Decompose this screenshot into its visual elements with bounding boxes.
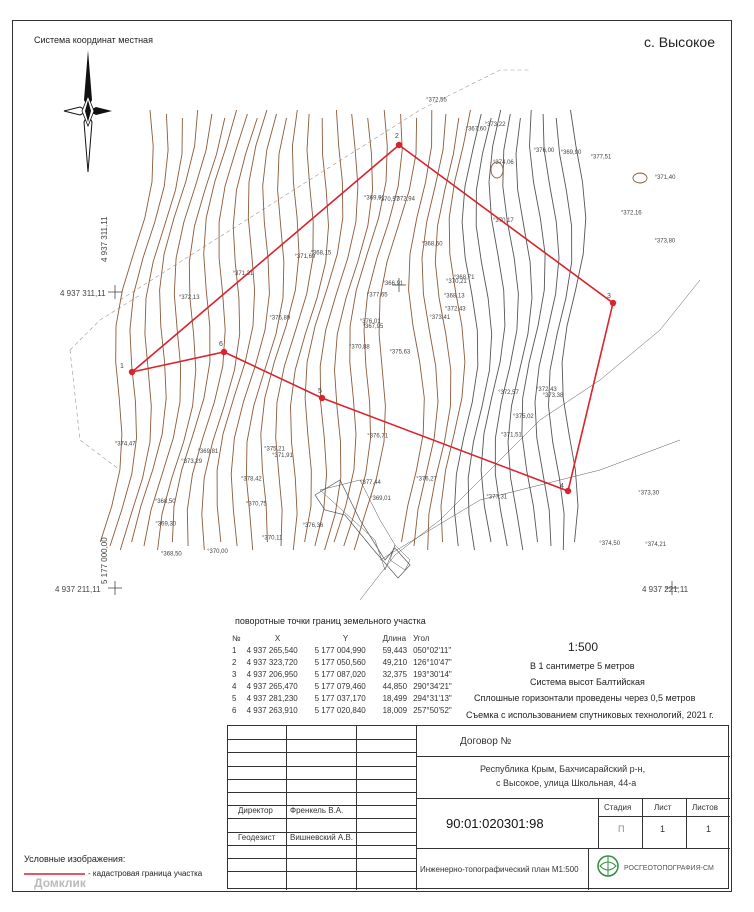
coord-label-vert-top: 4 937 311,11 bbox=[100, 216, 109, 262]
table-cell: 5 177 004,990 bbox=[314, 645, 366, 655]
spot-height-label: °374,47 bbox=[114, 441, 136, 448]
place-title: с. Высокое bbox=[644, 34, 715, 50]
coord-label-br: 4 937 221,11 bbox=[642, 585, 689, 594]
spot-height-label: °375,21 bbox=[264, 446, 285, 453]
table-cell: 193°30'14" bbox=[413, 669, 452, 679]
spot-height-label: °370,00 bbox=[207, 549, 228, 556]
contour-line bbox=[110, 114, 168, 546]
scale-cm-note: В 1 сантиметре 5 метров bbox=[530, 661, 635, 671]
spot-height-label: °370,21 bbox=[446, 279, 467, 286]
spot-height-label: °373,80 bbox=[654, 238, 676, 245]
spot-height-label: °374,21 bbox=[645, 541, 667, 548]
cadastral-number: 90:01:020301:98 bbox=[446, 816, 544, 831]
col-header: Угол bbox=[413, 633, 430, 643]
company-name: РОСГЕОТОПОГРАФИЯ-СМ bbox=[624, 865, 714, 872]
vertex-5 bbox=[319, 395, 325, 401]
spot-height-label: °369,91 bbox=[364, 195, 385, 202]
table-cell: 5 177 087,020 bbox=[314, 669, 366, 679]
table-row bbox=[229, 656, 455, 668]
spot-height-label: °371,91 bbox=[272, 453, 293, 460]
table-cell: 4 937 265,470 bbox=[246, 681, 298, 691]
stage-header: Стадия bbox=[604, 803, 632, 812]
spot-height-label: °370,11 bbox=[262, 535, 283, 542]
contours-note: Сплошные горизонтали проведены через 0,5 метров bbox=[474, 693, 696, 703]
director-name: Френкель В.А. bbox=[290, 806, 344, 815]
spot-height-label: °377,44 bbox=[360, 480, 381, 487]
table-cell: 4 bbox=[232, 681, 237, 691]
director-role: Директор bbox=[238, 806, 273, 815]
spot-height-label: °368,60 bbox=[421, 241, 443, 248]
spot-height-label: °367,60 bbox=[465, 126, 487, 133]
contour-line bbox=[508, 118, 532, 550]
spot-height-label: °375,63 bbox=[389, 349, 411, 356]
spot-height-label: °375,02 bbox=[513, 413, 534, 420]
vertex-number-label: 4 bbox=[560, 483, 564, 490]
spot-height-label: °369,81 bbox=[197, 449, 219, 456]
table-cell: 257°50'52" bbox=[413, 705, 452, 715]
spot-height-label: °376,36 bbox=[302, 523, 324, 530]
spot-height-label: °372,55 bbox=[426, 97, 447, 104]
spot-height-label: °376,01 bbox=[359, 319, 381, 325]
table-cell: 4 937 206,950 bbox=[246, 669, 298, 679]
table-row bbox=[229, 644, 455, 656]
vertex-3 bbox=[610, 300, 616, 306]
spot-height-label: °368,50 bbox=[154, 499, 176, 506]
spot-height-label: °377,31 bbox=[486, 494, 508, 501]
spot-height-label: °374,50 bbox=[599, 541, 621, 548]
north-arrow-icon bbox=[64, 50, 112, 172]
table-cell: 126°10'47" bbox=[413, 657, 452, 667]
spot-height-label: °369,01 bbox=[370, 496, 391, 502]
sheets-header: Листов bbox=[692, 803, 718, 812]
vertex-6 bbox=[221, 349, 227, 355]
vertex-4 bbox=[565, 488, 571, 494]
col-header: Длина bbox=[382, 633, 407, 643]
building-outline bbox=[315, 480, 410, 578]
sheets-value: 1 bbox=[706, 824, 712, 834]
spot-height-label: °371,31 bbox=[232, 271, 254, 277]
coord-system-label: Система координат местная bbox=[34, 35, 153, 45]
spot-height-label: °371,40 bbox=[654, 174, 676, 181]
table-cell: 4 937 323,720 bbox=[246, 657, 298, 667]
vertex-number-label: 5 bbox=[318, 388, 322, 395]
spot-height-label: °373,41 bbox=[429, 315, 451, 321]
table-cell: 18,009 bbox=[382, 705, 408, 715]
stage-value: П bbox=[618, 824, 625, 834]
spot-height-label: °377,65 bbox=[366, 292, 388, 299]
contour-line bbox=[132, 110, 198, 542]
vertex-2 bbox=[396, 142, 402, 148]
contour-line bbox=[246, 118, 286, 550]
table-cell: 49,210 bbox=[382, 657, 408, 667]
height-system-note: Система высот Балтийская bbox=[530, 677, 645, 687]
survey-extent bbox=[70, 70, 530, 470]
table-cell: 4 937 281,230 bbox=[246, 693, 298, 703]
coord-label-bl: 4 937 211,11 bbox=[55, 585, 101, 594]
spot-height-label: °368,50 bbox=[161, 551, 182, 558]
points-table-title: поворотные точки границ земельного участка bbox=[235, 616, 426, 626]
legend-item-label: - кадастровая граница участка bbox=[88, 869, 203, 878]
table-cell: 3 bbox=[232, 669, 237, 679]
table-cell: 6 bbox=[232, 705, 237, 715]
spot-height-label: °371,69 bbox=[294, 254, 316, 260]
spot-height-label: °368,71 bbox=[453, 274, 475, 281]
col-header: № bbox=[232, 633, 241, 643]
contract-label: Договор № bbox=[460, 736, 512, 747]
spot-height-label: °376,27 bbox=[416, 476, 437, 483]
vertex-number-label: 3 bbox=[607, 293, 611, 300]
spot-height-label: °368,15 bbox=[310, 250, 332, 257]
spot-height-label: °368,13 bbox=[443, 293, 465, 300]
table-cell: 5 bbox=[232, 693, 237, 703]
contour-line bbox=[261, 110, 299, 542]
contour-line bbox=[495, 114, 518, 546]
watermark: Домклик bbox=[34, 876, 86, 890]
table-cell: 5 177 050,560 bbox=[314, 657, 366, 667]
spot-height-label: °376,89 bbox=[269, 315, 291, 322]
spot-height-label: °376,00 bbox=[533, 148, 555, 154]
address-line-1: Республика Крым, Бахчисарайский р-н, bbox=[480, 764, 646, 774]
company-logo-icon bbox=[596, 854, 620, 883]
spot-height-label: °367,95 bbox=[362, 324, 384, 330]
spot-height-label: °372,94 bbox=[394, 196, 415, 203]
spot-height-label: °372,43 bbox=[536, 386, 557, 393]
spot-height-label: °370,75 bbox=[246, 501, 267, 508]
points-table-header bbox=[229, 632, 455, 644]
geodesist-role: Геодезист bbox=[238, 833, 276, 842]
table-row bbox=[229, 692, 455, 704]
table-row bbox=[229, 668, 455, 680]
table-cell: 44,850 bbox=[382, 681, 408, 691]
table-cell: 2 bbox=[232, 657, 237, 667]
table-cell: 5 177 079,460 bbox=[314, 681, 366, 691]
geodesist-name: Вишневский А.В. bbox=[290, 833, 354, 842]
hilltop-contour bbox=[633, 173, 647, 183]
coord-label-vert-bottom: 5 177 000,00 bbox=[100, 537, 109, 584]
spot-height-label: °370,88 bbox=[349, 344, 370, 351]
table-cell: 5 177 020,840 bbox=[314, 705, 366, 715]
sheet-value: 1 bbox=[660, 824, 666, 834]
vertex-number-label: 2 bbox=[395, 133, 399, 140]
spot-height-label: °378,42 bbox=[241, 476, 262, 483]
table-row bbox=[229, 680, 455, 692]
vertex-number-label: 6 bbox=[219, 341, 223, 348]
contour-line bbox=[120, 118, 182, 550]
table-cell: 4 937 265,540 bbox=[246, 645, 298, 655]
plan-title: Инженерно-топографический план М1:500 bbox=[420, 865, 579, 874]
spot-height-label: °373,22 bbox=[484, 122, 506, 128]
spot-height-label: °366,91 bbox=[382, 280, 404, 287]
spot-height-label: °374,06 bbox=[493, 160, 514, 167]
vertex-1 bbox=[129, 369, 135, 375]
coord-label-left: 4 937 311,11 bbox=[60, 289, 106, 298]
title-block bbox=[227, 725, 729, 889]
spot-height-label: °372,13 bbox=[178, 294, 200, 301]
contour-line bbox=[276, 114, 314, 546]
table-cell: 294°31'13" bbox=[413, 693, 452, 703]
spot-height-label: °373,29 bbox=[181, 458, 203, 465]
contour-line bbox=[441, 110, 471, 542]
survey-note: Съемка с использованием спутниковых технологий, 2021 г. bbox=[466, 710, 714, 720]
points-table bbox=[229, 632, 455, 716]
spot-height-label: °372,16 bbox=[620, 210, 642, 217]
address-line-2: с Высокое, улица Школьная, 44-а bbox=[496, 778, 637, 788]
spot-height-label: °371,51 bbox=[501, 432, 522, 439]
spot-height-label: °370,17 bbox=[493, 218, 514, 224]
spot-height-label: °369,30 bbox=[155, 521, 177, 528]
table-cell: 18,499 bbox=[382, 693, 408, 703]
legend-title: Условные изображения: bbox=[24, 854, 126, 864]
table-row bbox=[229, 704, 455, 716]
contour-line bbox=[454, 114, 481, 546]
contour-line bbox=[562, 110, 586, 542]
spot-heights bbox=[115, 97, 676, 557]
spot-height-label: °373,30 bbox=[638, 490, 660, 497]
table-cell: 5 177 037,170 bbox=[314, 693, 366, 703]
col-header: X bbox=[274, 633, 281, 643]
vertex-number-label: 1 bbox=[120, 363, 124, 370]
scale-label: 1:500 bbox=[568, 640, 599, 654]
table-cell: 4 937 263,910 bbox=[246, 705, 298, 715]
table-cell: 1 bbox=[232, 645, 237, 655]
spot-height-label: °369,90 bbox=[560, 150, 582, 157]
table-cell: 59,443 bbox=[382, 645, 408, 655]
spot-height-label: °377,51 bbox=[590, 154, 612, 161]
points-table-wrap bbox=[229, 632, 455, 716]
contour-line bbox=[302, 110, 343, 542]
spot-height-label: °372,43 bbox=[444, 306, 466, 313]
spot-height-label: °376,71 bbox=[367, 433, 389, 440]
table-cell: 050°02'11" bbox=[413, 645, 452, 655]
col-header: Y bbox=[342, 633, 349, 643]
table-cell: 32,375 bbox=[382, 669, 408, 679]
sheet-header: Лист bbox=[654, 803, 672, 812]
spot-height-label: °373,38 bbox=[542, 392, 564, 399]
spot-height-label: °372,57 bbox=[498, 390, 519, 396]
table-cell: 290°34'21" bbox=[413, 681, 452, 691]
contour-line bbox=[465, 118, 492, 550]
spot-height-label: °370,57 bbox=[378, 196, 400, 203]
